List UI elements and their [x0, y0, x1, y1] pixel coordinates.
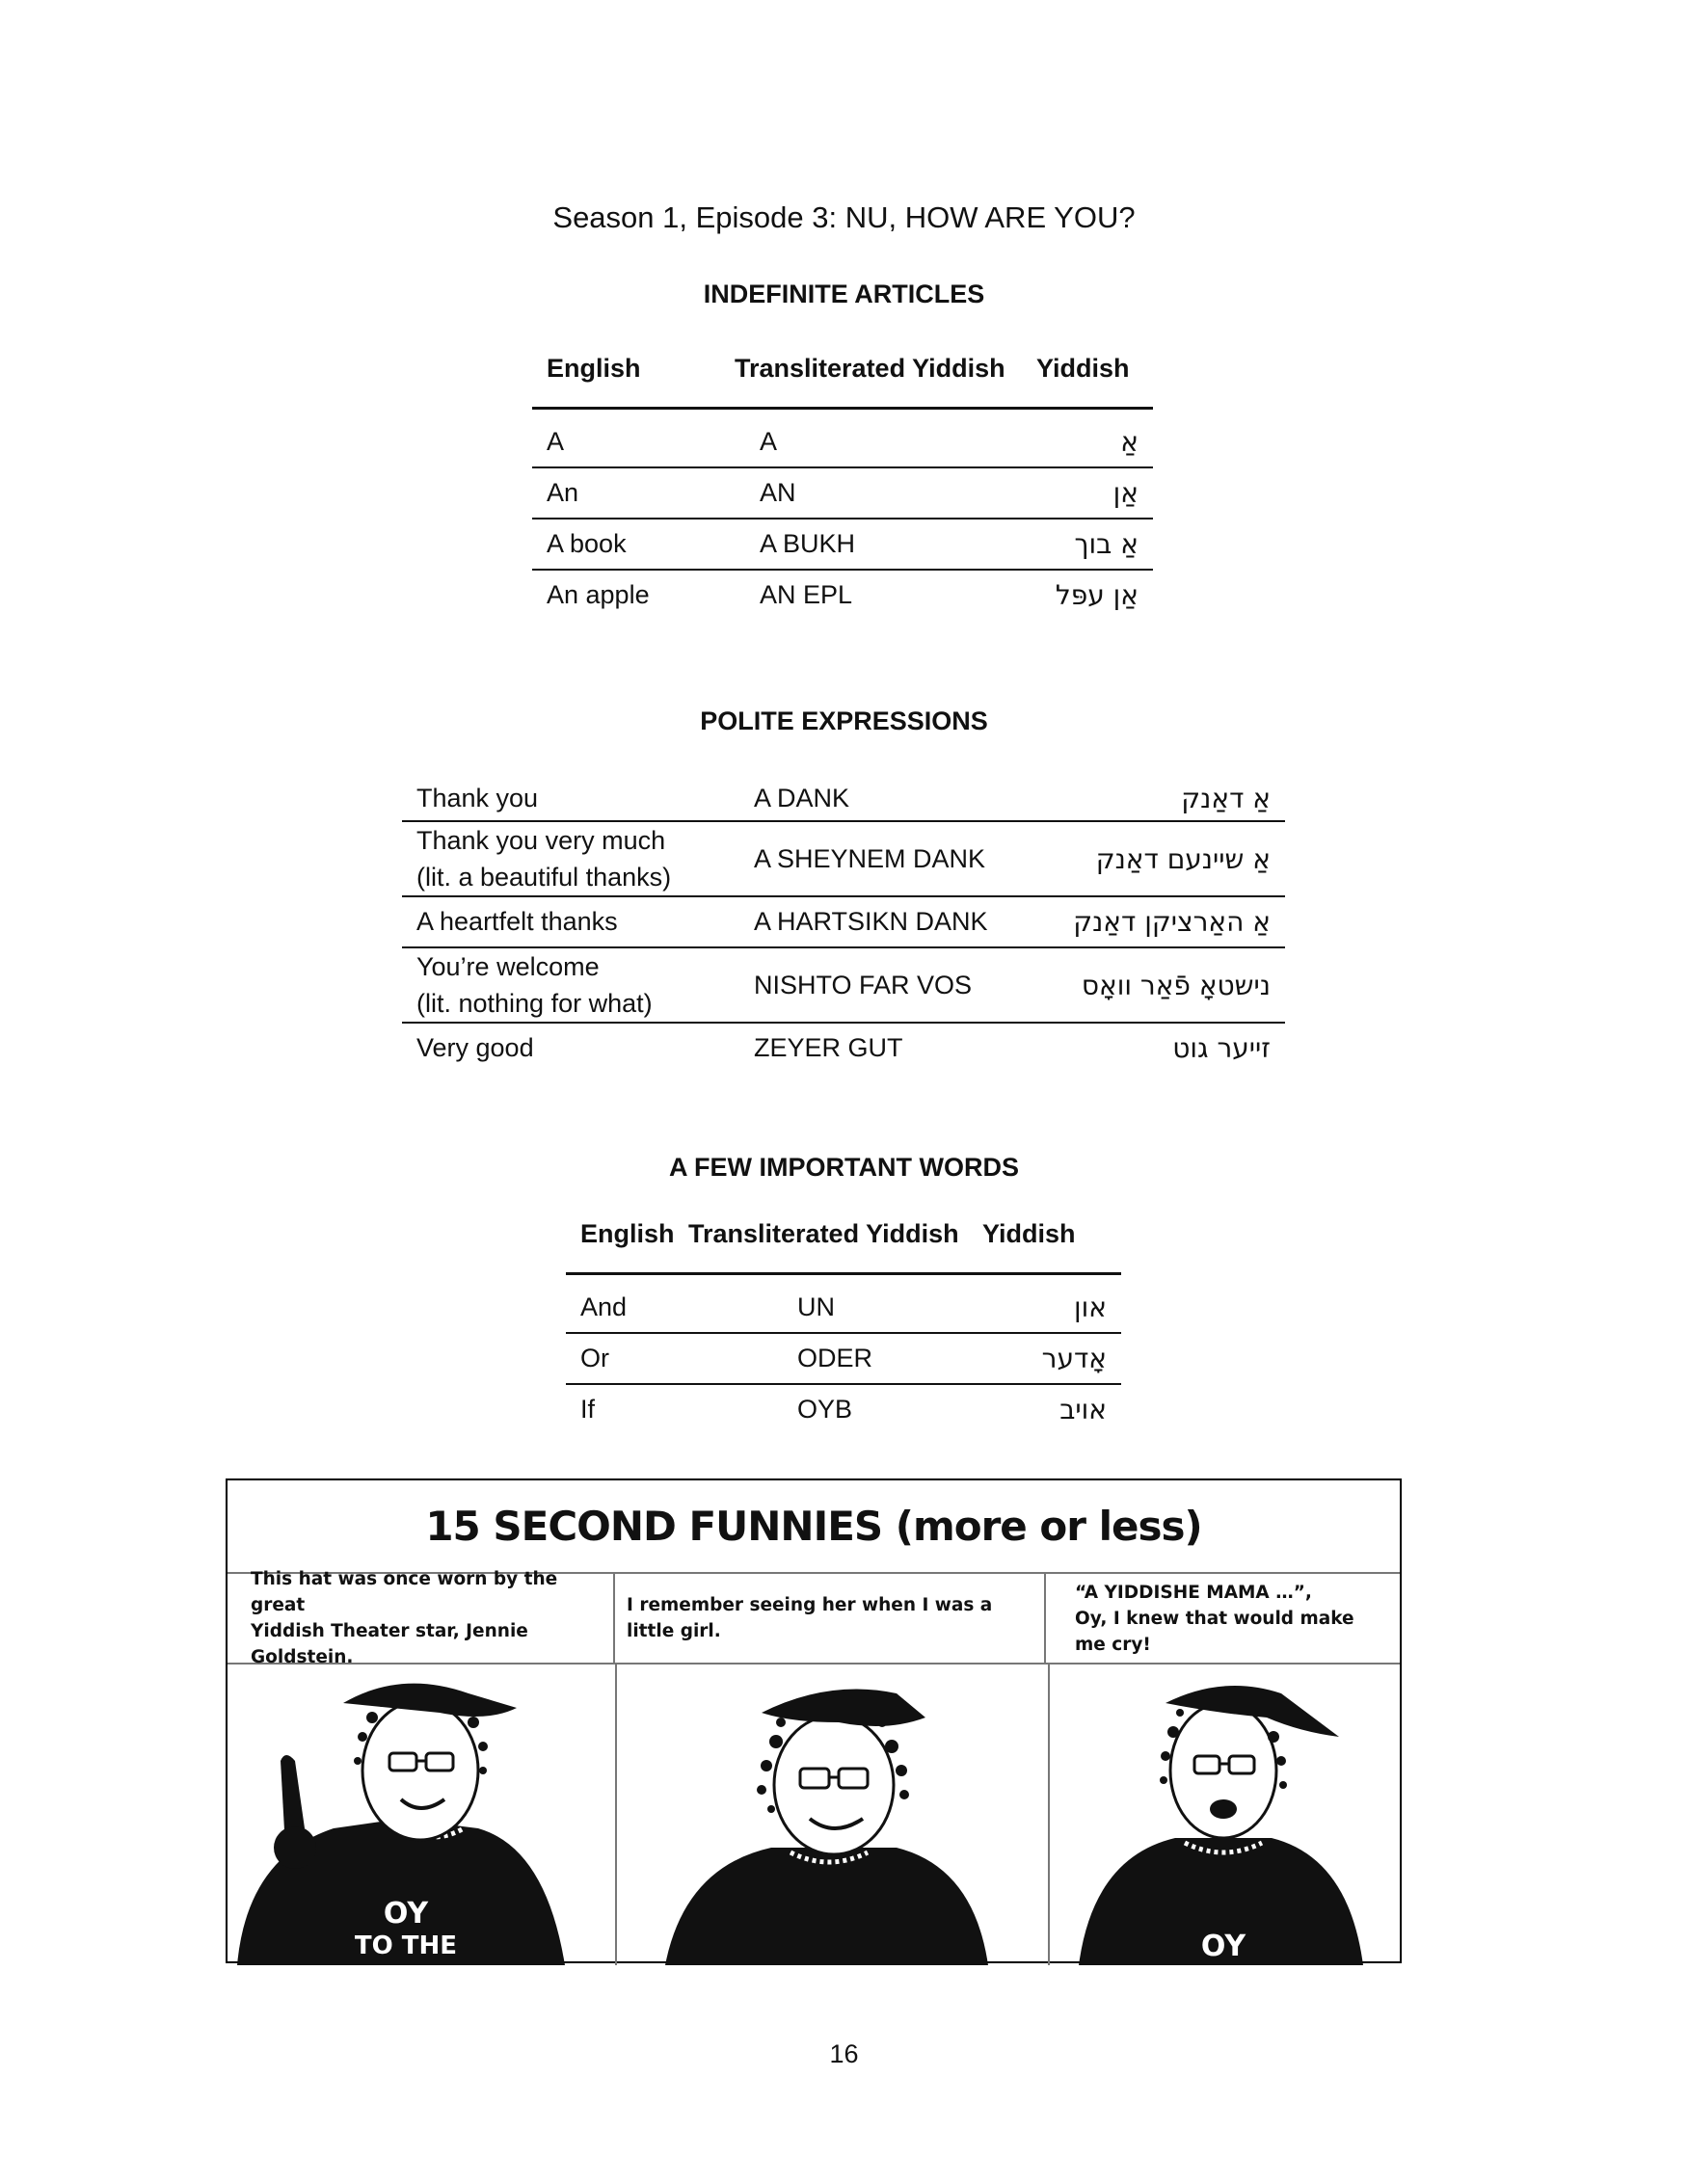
table-row	[402, 1023, 1285, 1073]
english-cell: Very good	[416, 1033, 534, 1062]
english-text: You’re welcome	[416, 952, 600, 981]
yiddish-cell: אויב	[1059, 1394, 1107, 1425]
section-heading-polite-expressions: POLITE EXPRESSIONS	[700, 706, 988, 735]
column-header-english: English	[566, 1216, 688, 1274]
table-row	[532, 467, 1153, 519]
caption-line: Yiddish Theater star, Jennie Goldstein.	[251, 1621, 528, 1667]
literal-note: (lit. a beautiful thanks)	[416, 863, 672, 892]
yiddish-cell: אַן עפּל	[1055, 579, 1139, 611]
column-header-yiddish: Yiddish	[982, 1216, 1121, 1274]
man-smiling-illustration	[617, 1665, 1048, 1965]
page-number: 16	[829, 2039, 859, 2068]
transliterated-cell: AN EPL	[760, 580, 853, 609]
column-header-english: English	[532, 351, 735, 409]
comic-title: 15 SECOND FUNNIES (more or less)	[228, 1480, 1400, 1574]
shirt-text: OY	[383, 1897, 429, 1931]
transliterated-cell: UN	[688, 1283, 982, 1333]
section-heading-indefinite-articles: INDEFINITE ARTICLES	[703, 280, 985, 308]
transliterated-cell: A BUKH	[735, 519, 1029, 570]
section-heading-important-words: A FEW IMPORTANT WORDS	[669, 1153, 1019, 1182]
table-row	[532, 519, 1153, 570]
yiddish-cell: אַ האַרציקן דאַנק	[1058, 896, 1285, 947]
caption-line: This hat was once worn by the great	[251, 1569, 558, 1615]
column-header-transliterated: Transliterated Yiddish	[735, 351, 1029, 409]
table-row	[566, 1384, 1121, 1434]
table-row	[532, 417, 1153, 467]
transliterated-cell: AN	[735, 467, 1029, 519]
comic-strip	[226, 1478, 1402, 1963]
table-row	[566, 1283, 1121, 1333]
comic-panels	[228, 1665, 1400, 1965]
caption-line: “A YIDDISHE MAMA …”,	[1075, 1582, 1312, 1603]
caption-panel-2	[615, 1574, 1046, 1663]
comic-panel-2	[617, 1665, 1050, 1965]
transliterated-cell: ODER	[688, 1333, 982, 1384]
man-pointing-illustration	[228, 1665, 615, 1965]
english-cell: An apple	[547, 580, 650, 609]
table-row	[532, 570, 1153, 620]
english-text: Thank you very much	[416, 826, 666, 855]
man-crying-illustration	[1050, 1665, 1400, 1965]
important-words-table	[566, 1216, 1121, 1434]
caption-line: Oy, I knew that would make me cry!	[1075, 1608, 1354, 1655]
column-header-yiddish: Yiddish	[1029, 351, 1153, 409]
english-cell	[402, 821, 739, 896]
yiddish-cell: אַ	[1029, 417, 1153, 467]
yiddish-cell: אָדער	[982, 1333, 1121, 1384]
page-title: Season 1, Episode 3: NU, HOW ARE YOU?	[552, 200, 1136, 234]
yiddish-cell: זייער גוט	[1172, 1032, 1271, 1064]
yiddish-cell: נישטאָ פֿאַר וואָס	[1058, 947, 1285, 1023]
table-row	[402, 821, 1285, 896]
literal-note: (lit. nothing for what)	[416, 989, 653, 1018]
english-cell: A heartfelt thanks	[402, 896, 739, 947]
caption-line: I remember seeing her when I was a little girl.	[627, 1595, 993, 1641]
yiddish-cell: אַ שיינעם דאַנק	[1058, 821, 1285, 896]
transliterated-cell: A SHEYNEM DANK	[739, 821, 1058, 896]
transliterated-cell: A	[735, 417, 1029, 467]
yiddish-cell: און	[982, 1283, 1121, 1333]
transliterated-cell: A DANK	[739, 776, 1058, 821]
indefinite-articles-table	[532, 351, 1153, 620]
yiddish-cell: אַן	[1029, 467, 1153, 519]
column-header-transliterated: Transliterated Yiddish	[688, 1216, 982, 1274]
transliterated-cell: A HARTSIKN DANK	[739, 896, 1058, 947]
yiddish-cell: אַ בוך	[1029, 519, 1153, 570]
english-cell	[402, 947, 739, 1023]
english-cell: Or	[566, 1333, 688, 1384]
shirt-text: TO THE	[354, 1931, 458, 1960]
shirt-text: OY	[1200, 1930, 1246, 1963]
transliterated-cell: NISHTO FAR VOS	[739, 947, 1058, 1023]
english-cell: If	[580, 1395, 596, 1424]
table-row	[402, 776, 1285, 821]
comic-captions	[228, 1569, 1400, 1667]
table-row	[402, 947, 1285, 1023]
english-cell: Thank you	[402, 776, 739, 821]
comic-panel-1	[228, 1665, 617, 1965]
english-cell: An	[532, 467, 735, 519]
transliterated-cell: OYB	[797, 1395, 853, 1424]
comic-panel-3	[1050, 1665, 1400, 1965]
yiddish-cell: אַ דאַנק	[1058, 776, 1285, 821]
english-cell: And	[566, 1283, 688, 1333]
polite-expressions-table	[402, 776, 1285, 1073]
english-cell: A book	[532, 519, 735, 570]
transliterated-cell: ZEYER GUT	[754, 1033, 903, 1062]
caption-panel-1	[228, 1569, 615, 1667]
caption-panel-3	[1046, 1574, 1400, 1663]
table-row	[566, 1333, 1121, 1384]
table-row	[402, 896, 1285, 947]
english-cell: A	[532, 417, 735, 467]
